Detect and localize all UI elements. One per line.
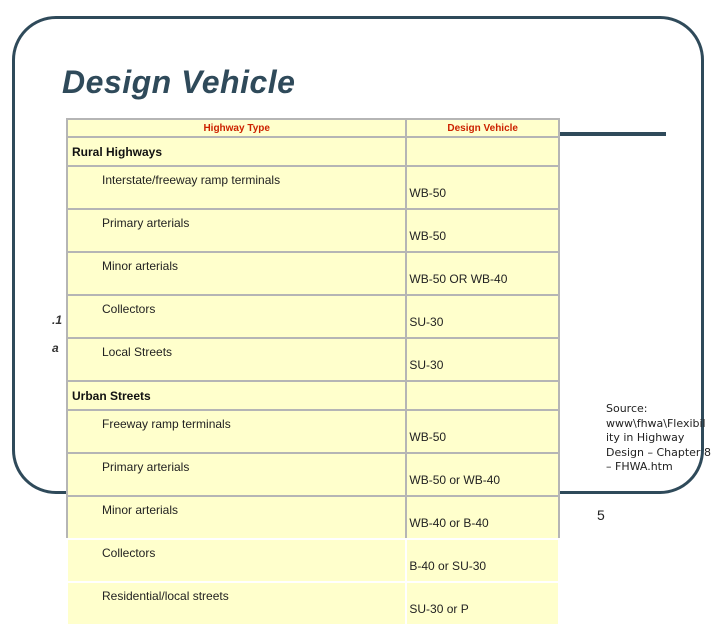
bullet-marks: [52, 306, 62, 362]
source-line: ity in Highway: [606, 431, 685, 444]
table-header-row: [68, 120, 558, 136]
design-vehicle-cell: WB-50 or WB-40: [407, 454, 558, 495]
page-number: 5: [597, 507, 605, 523]
table-row: [68, 296, 558, 337]
design-vehicle-cell: SU-30: [407, 296, 558, 337]
table-row: [68, 339, 558, 380]
source-line: Design – Chapter 8: [606, 445, 711, 459]
highway-type-cell: Freeway ramp terminals: [68, 411, 405, 452]
design-vehicle-cell: SU-30: [407, 339, 558, 380]
highway-type-cell: Collectors: [68, 296, 405, 337]
design-vehicle-cell: WB-40 or B-40: [407, 497, 558, 538]
highway-type-cell: Interstate/freeway ramp terminals: [68, 167, 405, 208]
bullet-mark: .1: [52, 313, 63, 327]
group-empty-cell: [407, 138, 558, 165]
highway-type-cell: Minor arterials: [68, 497, 405, 538]
title-accent-line: [556, 132, 666, 136]
source-note: [606, 402, 718, 475]
table-row: [68, 411, 558, 452]
design-vehicle-cell: WB-50: [407, 167, 558, 208]
group-empty-cell: [407, 382, 558, 409]
highway-type-cell: Residential/local streets: [68, 583, 405, 624]
table-row: [68, 210, 558, 251]
table-row: [68, 167, 558, 208]
header-highway-type: Highway Type: [68, 120, 405, 136]
highway-type-cell: Minor arterials: [68, 253, 405, 294]
group-row: [68, 382, 558, 409]
slide-title: Design Vehicle: [62, 64, 296, 100]
highway-type-cell: Collectors: [68, 540, 405, 581]
source-line: Source:: [606, 402, 648, 415]
header-design-vehicle: Design Vehicle: [407, 120, 558, 136]
source-line: www\fhwa\Flexibil: [606, 416, 706, 430]
design-vehicle-cell: WB-50: [407, 210, 558, 251]
highway-type-cell: Primary arterials: [68, 210, 405, 251]
source-line: – FHWA.htm: [606, 460, 673, 473]
highway-type-cell: Primary arterials: [68, 454, 405, 495]
table-row: [68, 540, 558, 581]
table-row: [68, 583, 558, 624]
group-label: Rural Highways: [68, 138, 405, 165]
design-vehicle-cell: B-40 or SU-30: [407, 540, 558, 581]
design-vehicle-cell: SU-30 or P: [407, 583, 558, 624]
table-row: [68, 253, 558, 294]
table-grid: [66, 118, 560, 626]
bullet-mark: a: [52, 341, 59, 355]
design-vehicle-cell: WB-50: [407, 411, 558, 452]
group-row: [68, 138, 558, 165]
table-row: [68, 497, 558, 538]
design-vehicle-cell: WB-50 OR WB-40: [407, 253, 558, 294]
group-label: Urban Streets: [68, 382, 405, 409]
design-vehicle-table: [66, 118, 560, 616]
highway-type-cell: Local Streets: [68, 339, 405, 380]
table-row: [68, 454, 558, 495]
